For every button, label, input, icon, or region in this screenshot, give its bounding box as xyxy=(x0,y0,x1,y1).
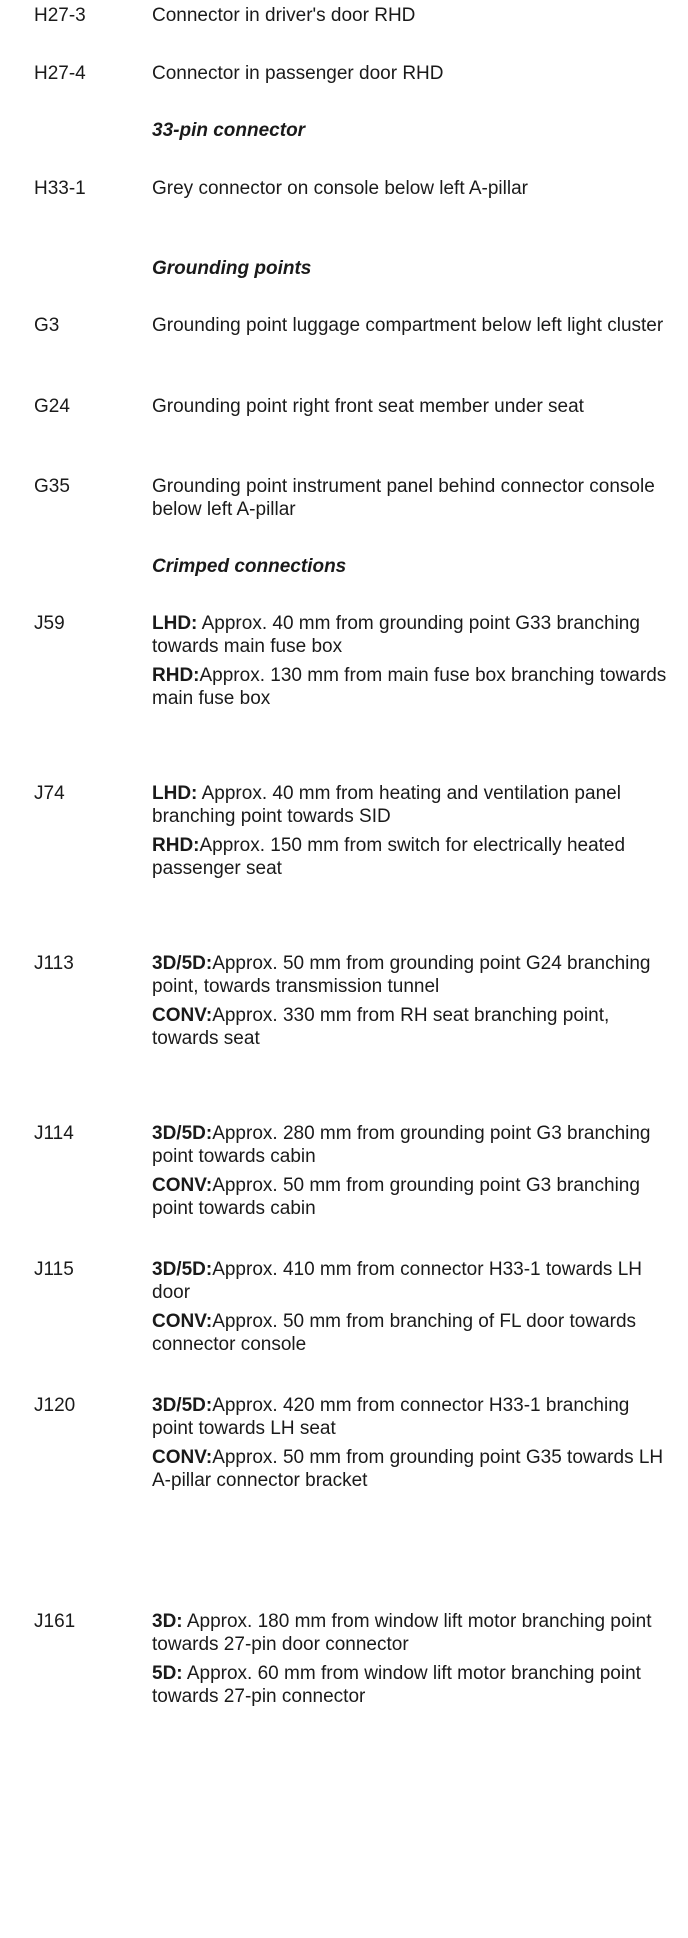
variant-label: 3D: xyxy=(152,1611,183,1632)
section-heading-crimped-connections: Crimped connections xyxy=(152,556,347,577)
variant-label: LHD: xyxy=(152,783,198,804)
entry-variants xyxy=(152,1122,672,1220)
entry-variants xyxy=(152,612,672,710)
variant-label: 5D: xyxy=(152,1663,183,1684)
variant-text: Approx. 410 mm from connector H33-1 towards LH door xyxy=(152,1259,642,1303)
entry-variants xyxy=(152,952,672,1050)
variant-line xyxy=(152,1004,672,1050)
entry-code: J114 xyxy=(34,1123,74,1144)
entry-code: J59 xyxy=(34,613,65,634)
entry-code: G35 xyxy=(34,476,70,497)
entry-description: Grounding point instrument panel behind connector console below left A-pillar xyxy=(152,476,655,520)
section-heading-33-pin-connector: 33-pin connector xyxy=(152,120,306,141)
variant-line xyxy=(152,1446,672,1492)
variant-text: Approx. 330 mm from RH seat branching point, towards seat xyxy=(152,1005,610,1049)
variant-label: 3D/5D: xyxy=(152,1395,213,1416)
entry-code: J120 xyxy=(34,1395,76,1416)
variant-line xyxy=(152,1122,672,1168)
variant-label: 3D/5D: xyxy=(152,953,213,974)
variant-line xyxy=(152,782,672,828)
variant-line xyxy=(152,1394,672,1440)
variant-line xyxy=(152,1258,672,1304)
variant-label: LHD: xyxy=(152,613,198,634)
entry-variants xyxy=(152,1394,672,1492)
variant-label: CONV: xyxy=(152,1447,213,1468)
variant-text: Approx. 150 mm from switch for electrically heated passenger seat xyxy=(152,835,626,879)
variant-text: Approx. 280 mm from grounding point G3 branching point towards cabin xyxy=(152,1123,651,1167)
entry-description: Grey connector on console below left A-pillar xyxy=(152,178,528,199)
variant-line xyxy=(152,664,672,710)
variant-text: Approx. 130 mm from main fuse box branching towards main fuse box xyxy=(152,665,667,709)
entry-code: J161 xyxy=(34,1611,76,1632)
section-heading-grounding-points: Grounding points xyxy=(152,258,312,279)
entry-code: H33-1 xyxy=(34,178,86,199)
variant-line xyxy=(152,1174,672,1220)
variant-text: Approx. 50 mm from grounding point G24 branching point, towards transmission tunnel xyxy=(152,953,651,997)
entry-description: Connector in driver's door RHD xyxy=(152,5,416,26)
variant-line xyxy=(152,1610,672,1656)
entry-code: J115 xyxy=(34,1259,74,1280)
variant-label: CONV: xyxy=(152,1175,213,1196)
variant-text: Approx. 50 mm from branching of FL door towards connector console xyxy=(152,1311,637,1355)
entry-code: J74 xyxy=(34,783,65,804)
entry-code: H27-4 xyxy=(34,63,86,84)
variant-text: Approx. 40 mm from grounding point G33 branching towards main fuse box xyxy=(152,613,640,657)
variant-text: Approx. 420 mm from connector H33-1 branching point towards LH seat xyxy=(152,1395,630,1439)
entry-code: G3 xyxy=(34,315,60,336)
variant-label: RHD: xyxy=(152,665,200,686)
variant-label: RHD: xyxy=(152,835,200,856)
variant-line xyxy=(152,834,672,880)
variant-line xyxy=(152,952,672,998)
entry-code: G24 xyxy=(34,396,70,417)
entry-description: Grounding point right front seat member under seat xyxy=(152,396,584,417)
variant-text: Approx. 50 mm from grounding point G3 branching point towards cabin xyxy=(152,1175,640,1219)
variant-text: Approx. 50 mm from grounding point G35 towards LH A-pillar connector bracket xyxy=(152,1447,664,1491)
variant-text: Approx. 180 mm from window lift motor branching point towards 27-pin door connector xyxy=(152,1611,652,1655)
entry-variants xyxy=(152,1258,672,1356)
variant-line xyxy=(152,1662,672,1708)
variant-label: 3D/5D: xyxy=(152,1123,213,1144)
entry-code: H27-3 xyxy=(34,5,86,26)
variant-label: CONV: xyxy=(152,1311,213,1332)
entry-description: Connector in passenger door RHD xyxy=(152,63,444,84)
variant-label: CONV: xyxy=(152,1005,213,1026)
variant-label: 3D/5D: xyxy=(152,1259,213,1280)
entry-variants xyxy=(152,1610,672,1708)
variant-text: Approx. 60 mm from window lift motor branching point towards 27-pin connector xyxy=(152,1663,641,1707)
variant-text: Approx. 40 mm from heating and ventilation panel branching point towards SID xyxy=(152,783,621,827)
entry-code: J113 xyxy=(34,953,74,974)
variant-line xyxy=(152,612,672,658)
entry-variants xyxy=(152,782,672,880)
variant-line xyxy=(152,1310,672,1356)
entry-description: Grounding point luggage compartment below left light cluster xyxy=(152,315,664,336)
